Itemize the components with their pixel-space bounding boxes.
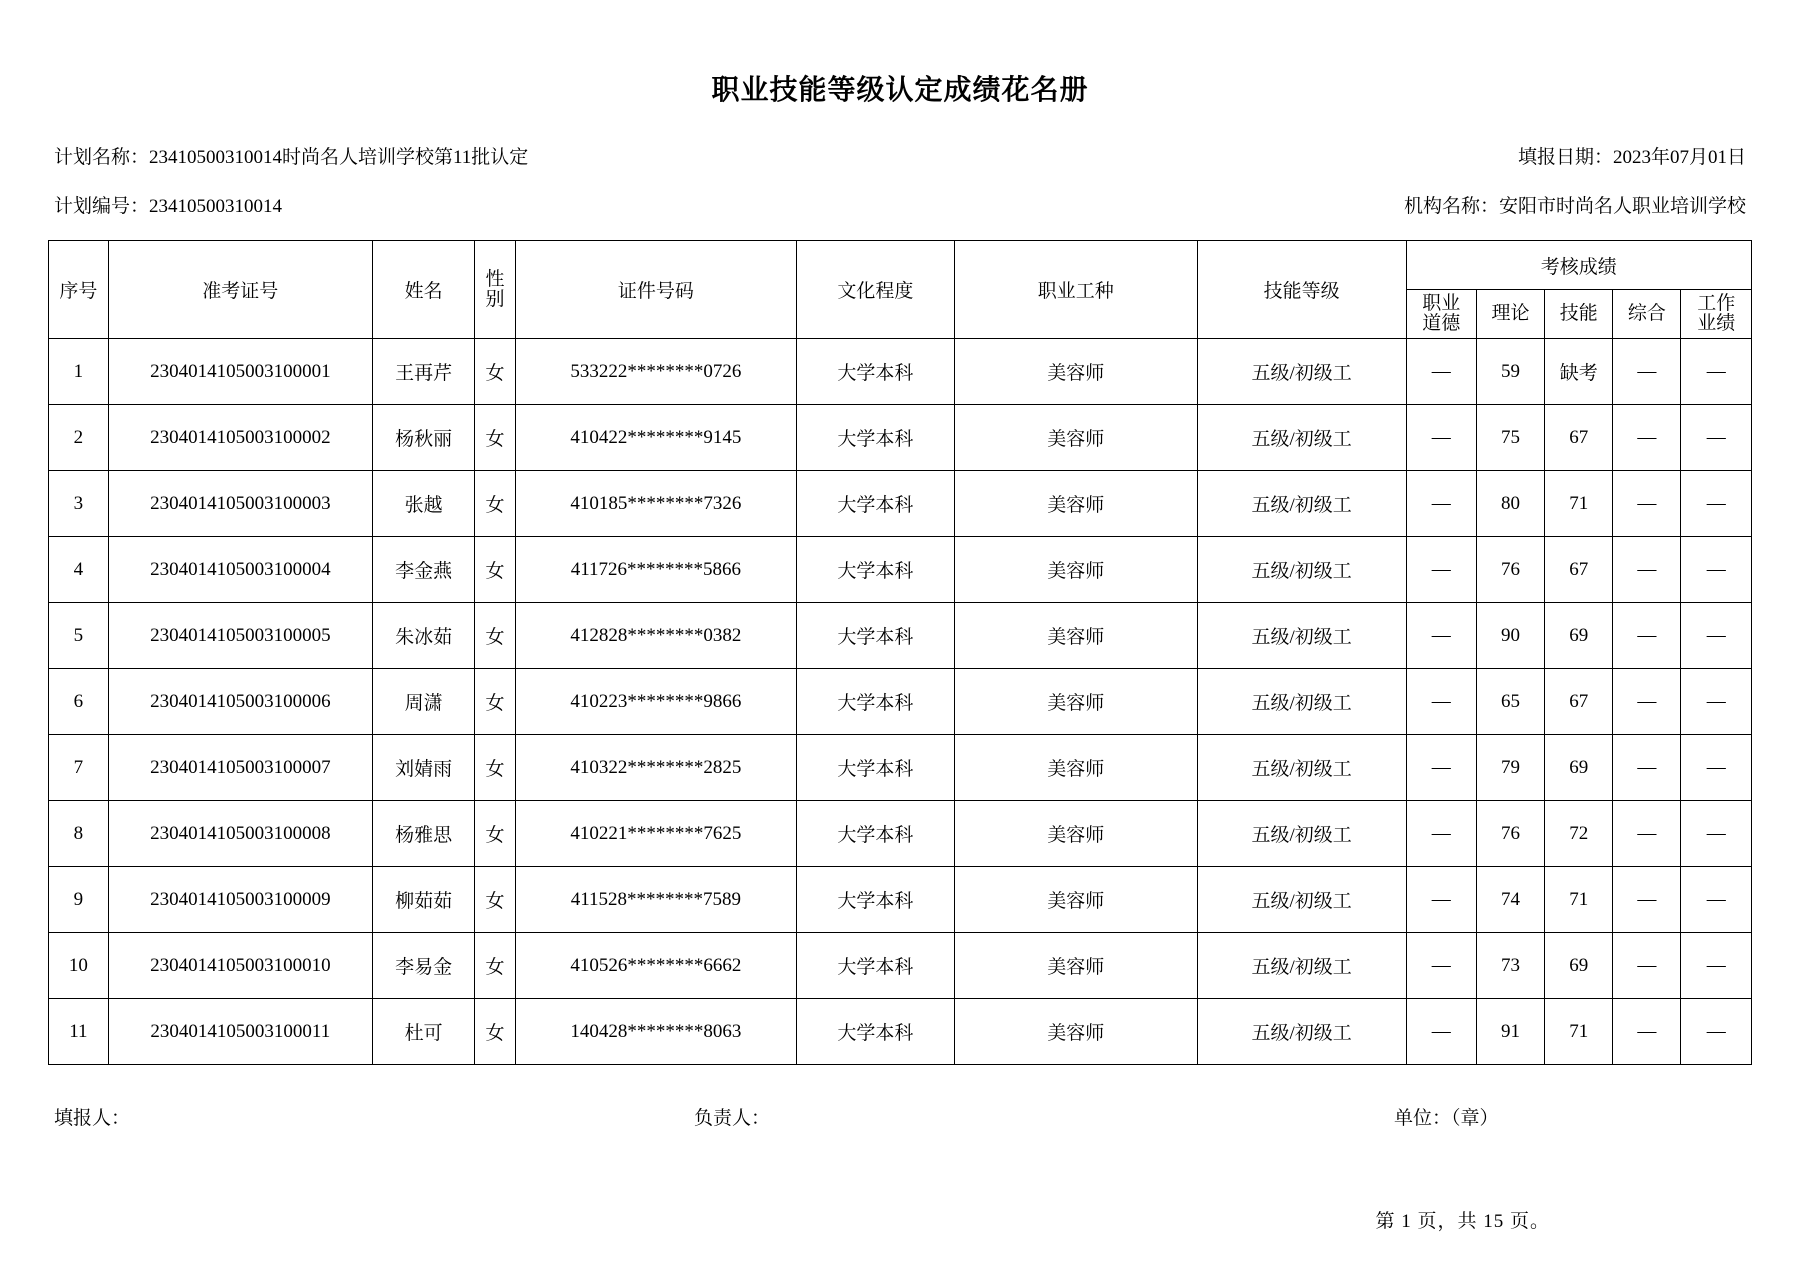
cell-comprehensive: — <box>1613 405 1681 471</box>
cell-seq: 10 <box>49 933 109 999</box>
cell-comprehensive: — <box>1613 537 1681 603</box>
cell-theory: 80 <box>1476 471 1544 537</box>
fill-date-value: 2023年07月01日 <box>1612 147 1746 168</box>
cell-name: 柳茹茹 <box>372 867 474 933</box>
cell-skill: 69 <box>1545 735 1613 801</box>
cell-performance: — <box>1681 471 1752 537</box>
cell-theory: 79 <box>1476 735 1544 801</box>
cell-occupation: 美容师 <box>954 735 1197 801</box>
reporter-label: 填报人： <box>54 1108 131 1129</box>
cell-comprehensive: — <box>1613 471 1681 537</box>
cell-performance: — <box>1681 801 1752 867</box>
cell-comprehensive: — <box>1613 933 1681 999</box>
cell-name: 李易金 <box>372 933 474 999</box>
cell-occupation: 美容师 <box>954 405 1197 471</box>
cell-seq: 8 <box>49 801 109 867</box>
cell-occupation: 美容师 <box>954 933 1197 999</box>
cell-education: 大学本科 <box>797 339 955 405</box>
roster-table-body <box>49 339 1752 1065</box>
cell-skill-level: 五级/初级工 <box>1197 933 1406 999</box>
cell-ticket: 2304014105003100011 <box>108 999 372 1065</box>
cell-name: 周潇 <box>372 669 474 735</box>
cell-occupation: 美容师 <box>954 537 1197 603</box>
cell-ethics: — <box>1406 471 1476 537</box>
cell-performance: — <box>1681 603 1752 669</box>
fill-date <box>1518 142 1746 169</box>
cell-gender: 女 <box>475 405 515 471</box>
cell-theory: 75 <box>1476 405 1544 471</box>
cell-ticket: 2304014105003100006 <box>108 669 372 735</box>
cell-occupation: 美容师 <box>954 471 1197 537</box>
cell-ethics: — <box>1406 537 1476 603</box>
cell-theory: 91 <box>1476 999 1544 1065</box>
cell-name: 王再芹 <box>372 339 474 405</box>
cell-seq: 3 <box>49 471 109 537</box>
cell-skill: 67 <box>1545 669 1613 735</box>
table-row <box>49 999 1752 1065</box>
cell-id-number: 533222********0726 <box>515 339 796 405</box>
header-ethics: 职业 道德 <box>1406 290 1476 339</box>
cell-theory: 76 <box>1476 801 1544 867</box>
cell-seq: 9 <box>49 867 109 933</box>
cell-gender: 女 <box>475 603 515 669</box>
cell-ethics: — <box>1406 933 1476 999</box>
table-row <box>49 603 1752 669</box>
cell-ticket: 2304014105003100001 <box>108 339 372 405</box>
cell-skill: 67 <box>1545 405 1613 471</box>
header-comprehensive: 综合 <box>1613 290 1681 339</box>
table-header-row-1 <box>49 241 1752 290</box>
cell-education: 大学本科 <box>797 669 955 735</box>
cell-performance: — <box>1681 537 1752 603</box>
cell-id-number: 412828********0382 <box>515 603 796 669</box>
cell-ethics: — <box>1406 405 1476 471</box>
meta-row-first <box>48 142 1752 169</box>
table-row <box>49 669 1752 735</box>
cell-ethics: — <box>1406 801 1476 867</box>
organization-value: 安阳市时尚名人职业培训学校 <box>1498 196 1746 217</box>
cell-skill-level: 五级/初级工 <box>1197 537 1406 603</box>
organization-label: 机构名称： <box>1403 196 1499 217</box>
cell-seq: 4 <box>49 537 109 603</box>
cell-education: 大学本科 <box>797 999 955 1065</box>
fill-date-label: 填报日期： <box>1517 147 1613 168</box>
cell-comprehensive: — <box>1613 801 1681 867</box>
cell-occupation: 美容师 <box>954 867 1197 933</box>
cell-id-number: 410221********7625 <box>515 801 796 867</box>
cell-comprehensive: — <box>1613 999 1681 1065</box>
cell-comprehensive: — <box>1613 339 1681 405</box>
cell-skill-level: 五级/初级工 <box>1197 735 1406 801</box>
cell-skill: 69 <box>1545 603 1613 669</box>
responsible-label: 负责人： <box>694 1108 771 1129</box>
cell-name: 杨雅思 <box>372 801 474 867</box>
cell-education: 大学本科 <box>797 735 955 801</box>
cell-skill: 72 <box>1545 801 1613 867</box>
header-gender: 性 别 <box>475 241 515 339</box>
cell-education: 大学本科 <box>797 603 955 669</box>
cell-ticket: 2304014105003100003 <box>108 471 372 537</box>
cell-skill-level: 五级/初级工 <box>1197 603 1406 669</box>
cell-ethics: — <box>1406 735 1476 801</box>
table-row <box>49 471 1752 537</box>
cell-occupation: 美容师 <box>954 339 1197 405</box>
cell-education: 大学本科 <box>797 933 955 999</box>
cell-id-number: 410185********7326 <box>515 471 796 537</box>
cell-gender: 女 <box>475 933 515 999</box>
cell-ethics: — <box>1406 603 1476 669</box>
cell-name: 杨秋丽 <box>372 405 474 471</box>
header-skill-level: 技能等级 <box>1197 241 1406 339</box>
plan-number <box>54 191 282 218</box>
page-number: 第 1 页，共 15 页。 <box>1375 1211 1550 1232</box>
cell-seq: 11 <box>49 999 109 1065</box>
plan-name <box>54 142 528 169</box>
cell-seq: 7 <box>49 735 109 801</box>
table-row <box>49 405 1752 471</box>
cell-skill-level: 五级/初级工 <box>1197 999 1406 1065</box>
cell-ticket: 2304014105003100008 <box>108 801 372 867</box>
cell-seq: 2 <box>49 405 109 471</box>
cell-theory: 73 <box>1476 933 1544 999</box>
cell-comprehensive: — <box>1613 669 1681 735</box>
cell-skill: 67 <box>1545 537 1613 603</box>
cell-skill: 71 <box>1545 471 1613 537</box>
cell-performance: — <box>1681 867 1752 933</box>
cell-ethics: — <box>1406 867 1476 933</box>
table-row <box>49 801 1752 867</box>
cell-seq: 6 <box>49 669 109 735</box>
cell-performance: — <box>1681 405 1752 471</box>
table-row <box>49 735 1752 801</box>
cell-theory: 76 <box>1476 537 1544 603</box>
cell-seq: 1 <box>49 339 109 405</box>
cell-id-number: 410322********2825 <box>515 735 796 801</box>
header-id-number: 证件号码 <box>515 241 796 339</box>
plan-name-value: 23410500310014时尚名人培训学校第11批认定 <box>149 147 529 168</box>
cell-education: 大学本科 <box>797 801 955 867</box>
cell-id-number: 410422********9145 <box>515 405 796 471</box>
cell-gender: 女 <box>475 867 515 933</box>
cell-id-number: 410526********6662 <box>515 933 796 999</box>
cell-ethics: — <box>1406 669 1476 735</box>
cell-gender: 女 <box>475 339 515 405</box>
plan-number-value: 23410500310014 <box>149 196 283 217</box>
meta-row-second <box>48 191 1752 218</box>
page-title: 职业技能等级认定成绩花名册 <box>711 75 1089 106</box>
cell-education: 大学本科 <box>797 471 955 537</box>
cell-ticket: 2304014105003100005 <box>108 603 372 669</box>
cell-theory: 65 <box>1476 669 1544 735</box>
header-education: 文化程度 <box>797 241 955 339</box>
organization-name <box>1404 191 1746 218</box>
cell-id-number: 411726********5866 <box>515 537 796 603</box>
cell-name: 张越 <box>372 471 474 537</box>
cell-skill-level: 五级/初级工 <box>1197 867 1406 933</box>
cell-skill: 69 <box>1545 933 1613 999</box>
cell-skill-level: 五级/初级工 <box>1197 801 1406 867</box>
cell-performance: — <box>1681 669 1752 735</box>
table-row <box>49 339 1752 405</box>
header-name: 姓名 <box>372 241 474 339</box>
cell-gender: 女 <box>475 735 515 801</box>
cell-performance: — <box>1681 339 1752 405</box>
cell-name: 刘婧雨 <box>372 735 474 801</box>
cell-occupation: 美容师 <box>954 603 1197 669</box>
header-theory: 理论 <box>1476 290 1544 339</box>
header-ticket: 准考证号 <box>108 241 372 339</box>
cell-id-number: 410223********9866 <box>515 669 796 735</box>
cell-performance: — <box>1681 999 1752 1065</box>
cell-ethics: — <box>1406 339 1476 405</box>
table-row <box>49 537 1752 603</box>
cell-theory: 74 <box>1476 867 1544 933</box>
cell-performance: — <box>1681 735 1752 801</box>
plan-number-label: 计划编号： <box>54 196 150 217</box>
roster-table <box>48 240 1752 1065</box>
cell-education: 大学本科 <box>797 405 955 471</box>
cell-seq: 5 <box>49 603 109 669</box>
cell-gender: 女 <box>475 801 515 867</box>
plan-name-label: 计划名称： <box>54 147 150 168</box>
cell-education: 大学本科 <box>797 867 955 933</box>
cell-skill: 缺考 <box>1545 339 1613 405</box>
cell-occupation: 美容师 <box>954 999 1197 1065</box>
cell-name: 杜可 <box>372 999 474 1065</box>
cell-comprehensive: — <box>1613 603 1681 669</box>
cell-ticket: 2304014105003100004 <box>108 537 372 603</box>
cell-ticket: 2304014105003100007 <box>108 735 372 801</box>
cell-occupation: 美容师 <box>954 669 1197 735</box>
header-performance: 工作 业绩 <box>1681 290 1752 339</box>
cell-occupation: 美容师 <box>954 801 1197 867</box>
header-occupation: 职业工种 <box>954 241 1197 339</box>
cell-performance: — <box>1681 933 1752 999</box>
cell-skill-level: 五级/初级工 <box>1197 471 1406 537</box>
cell-ticket: 2304014105003100002 <box>108 405 372 471</box>
cell-gender: 女 <box>475 669 515 735</box>
cell-education: 大学本科 <box>797 537 955 603</box>
header-seq: 序号 <box>49 241 109 339</box>
cell-skill: 71 <box>1545 867 1613 933</box>
cell-gender: 女 <box>475 537 515 603</box>
header-skill: 技能 <box>1545 290 1613 339</box>
table-row <box>49 867 1752 933</box>
signature-row <box>48 1103 1752 1130</box>
cell-skill-level: 五级/初级工 <box>1197 669 1406 735</box>
cell-ethics: — <box>1406 999 1476 1065</box>
cell-skill-level: 五级/初级工 <box>1197 405 1406 471</box>
cell-comprehensive: — <box>1613 867 1681 933</box>
cell-name: 朱冰茹 <box>372 603 474 669</box>
cell-id-number: 140428********8063 <box>515 999 796 1065</box>
cell-comprehensive: — <box>1613 735 1681 801</box>
cell-id-number: 411528********7589 <box>515 867 796 933</box>
cell-skill-level: 五级/初级工 <box>1197 339 1406 405</box>
header-score-group: 考核成绩 <box>1406 241 1751 290</box>
table-row <box>49 933 1752 999</box>
cell-name: 李金燕 <box>372 537 474 603</box>
cell-theory: 59 <box>1476 339 1544 405</box>
cell-ticket: 2304014105003100009 <box>108 867 372 933</box>
cell-ticket: 2304014105003100010 <box>108 933 372 999</box>
cell-theory: 90 <box>1476 603 1544 669</box>
unit-seal-label: 单位：（章） <box>1394 1108 1499 1129</box>
cell-skill: 71 <box>1545 999 1613 1065</box>
cell-gender: 女 <box>475 471 515 537</box>
cell-gender: 女 <box>475 999 515 1065</box>
